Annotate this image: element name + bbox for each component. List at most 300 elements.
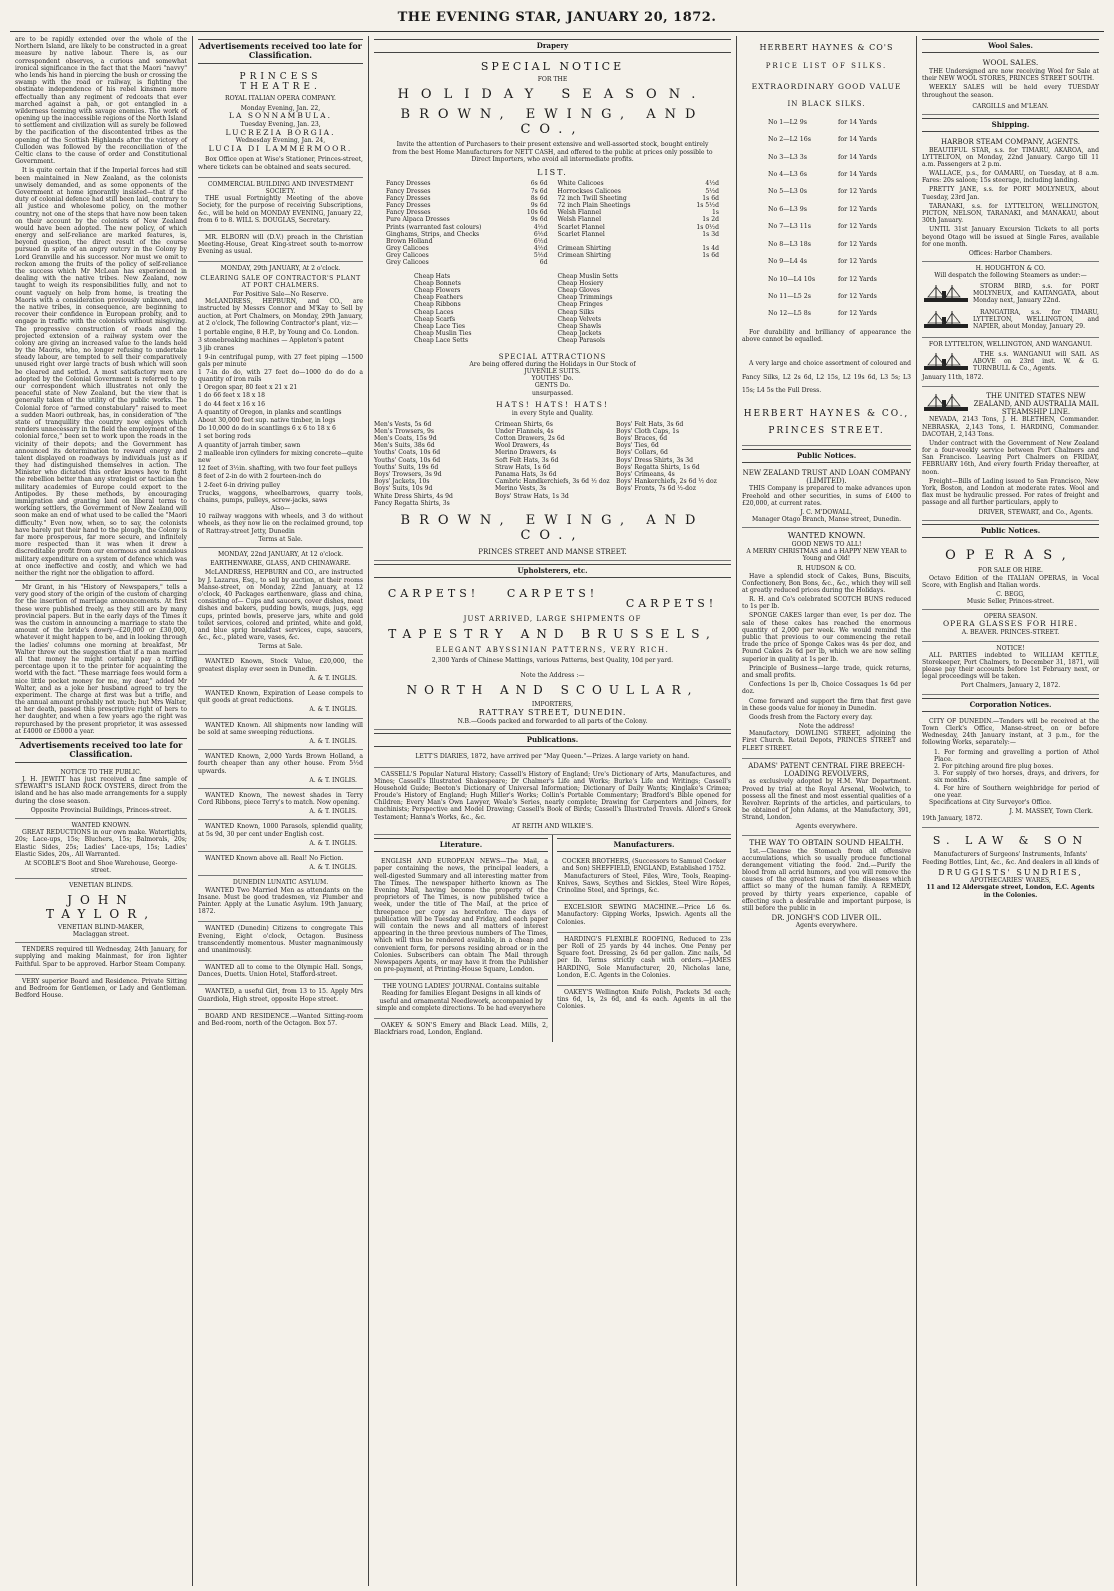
ad-body: Have a splendid stock of Cakes, Buns, Biscuits, Confectionery, Bon Bons, &c., &c., which they will sell at greatly reduced prices during the Holidays. xyxy=(742,572,911,594)
ad-line: 2,300 Yards of Chinese Mattings, various Patterns, best Quality, 10d per yard. xyxy=(431,656,674,664)
ad-signature: Manager Otago Branch, Manse street, Dunedin. xyxy=(751,516,902,524)
price-item: Fancy Dresses xyxy=(386,180,431,188)
ad-signature: J. M. MASSEY, Town Clerk. xyxy=(1009,808,1093,816)
silk-row xyxy=(742,218,911,235)
clothing-item: Boys' Straw Hats, 1s 3d xyxy=(495,492,569,500)
ad-title: HARBOR STEAM COMPANY, AGENTS. xyxy=(941,138,1080,147)
juvenile-line: YOUTHS' Do. xyxy=(531,375,574,383)
perf-line: Wednesday Evening, Jan. 24, xyxy=(235,137,326,145)
ad-body: TARANAKI, s.s. for LYTTELTON, WELLINGTON, PICTON, NELSON, TARANAKI, and MANAKAU, about 30th January. xyxy=(922,202,1099,225)
ad-address: PRINCES STREET. xyxy=(768,426,885,437)
ad-citizens xyxy=(198,922,363,961)
article-paragraph: Mr Grant, in his "History of Newspapers," tells a very good story of the origin of the custom of charging for the insertion of marriage announcements. At first these were published freely, as they still are by many provincial papers. But in the early days of the Times it was the custom in announcing a marriage to state the amount of the bride's dowry—£20,000 or £30,000, whatever it might happen to be, and in looking through the ladies' columns one morning at breakfast, Mr Walter threw out the suggestion that if a man married all that money he might certainly pay a trifling percentage upon it to the printer for acquainting the world with the fact. "These marriage fees would form a nice little pocket money for me, my dear," added Mr Walter, and as a joke her husband agreed to try the experiment. The charge at first was but a trifle, and the annual amount probably not much; but Mrs Walter, at her death, passed this prescriptive right of hers to her daughter, and when a few years ago the right was repurchased by the present proprietor, it was assessed at £4000 or £5000 a year. xyxy=(15,580,187,735)
price-item: Welsh Flannel xyxy=(557,209,602,217)
clothing-item: Boys' Braces, 6d xyxy=(616,435,668,443)
price-row xyxy=(386,180,548,187)
price-item: Welsh Flannel xyxy=(557,216,602,224)
ad-title: NOTICE! xyxy=(996,644,1025,652)
ad-body: WANTED Known, Expiration of Lease compels to quit goods at great reductions. xyxy=(198,690,363,705)
cheap-list-left xyxy=(414,273,548,345)
cheap-item: Cheap Parasols xyxy=(557,337,606,345)
ad-wool xyxy=(922,56,1099,115)
ad-date: MONDAY, 22nd JANUARY, At 12 o'clock. xyxy=(217,551,344,558)
ad-date: Port Chalmers, January 2, 1872. xyxy=(960,682,1061,690)
cheap-item: Cheap Shawls xyxy=(557,322,602,330)
ad-body: NEVADA, 2143 Tons, J. H. BLETHEN, Commander. NEBRASKA, 2,143 Tons, I. HARDING, Commander. DACOTAH, 2,143 Tons. xyxy=(922,416,1099,438)
ad-address: At SCOBLE'S Boot and Shoe Warehouse, George-street. xyxy=(24,859,178,875)
ad-body: WANTED Known, The newest shades in Terry Cord Ribbons, piece Terry's to match. Now opening. xyxy=(198,791,363,807)
ad-title: COMMERCIAL BUILDING AND INVESTMENT SOCIETY. xyxy=(207,180,354,195)
ad-carpets xyxy=(374,581,731,730)
price-item xyxy=(558,259,560,266)
price-row xyxy=(386,188,548,195)
sale-item: 1 9-in centrifugal pump, with 27 feet piping —1500 gals per minute xyxy=(198,353,363,368)
sale-item: Also— xyxy=(270,505,291,513)
clothing-item: Boys' Collars, 6d xyxy=(616,449,668,457)
works-item: 4. For hire of Southern weighbridge for period of one year. xyxy=(934,784,1099,799)
ad-health xyxy=(742,836,911,934)
ad-address: Opposite Provincial Buildings, Princes-street. xyxy=(30,806,172,814)
ad-mail xyxy=(374,855,548,980)
price-value: 10s 6d xyxy=(526,209,548,217)
ad-title: THE WAY TO OBTAIN SOUND HEALTH. xyxy=(749,837,904,847)
ad-firm: BROWN, EWING, AND CO., xyxy=(400,512,705,544)
ad-note: Note the Address :— xyxy=(520,671,585,679)
silk-length: for 14 Yards xyxy=(838,171,877,179)
ad-body: VERY superior Board and Residence. Private Sitting and Bedroom for Gentlemen, or Lady and Gentleman. Bedford House. xyxy=(15,977,187,1000)
ad-body: Freight—Bills of Lading issued to San Francisco, New York, Boston, and London at moderate rates. Wool and flax must be hydraulic pressed. For rates of freight and passage and all further particulars, apply to xyxy=(922,477,1099,507)
price-row xyxy=(558,224,720,231)
ad-body: R. H. and Co's celebrated SCOTCH BUNS reduced to 1s per lb. xyxy=(742,596,911,611)
clothing-list-b xyxy=(495,421,610,507)
clothing-item: Youths' Suits, 19s 6d xyxy=(374,463,439,471)
ad-trust xyxy=(742,466,911,528)
ad-harding xyxy=(557,933,731,986)
offering: Are being offered during the Holidays in Our Stock of xyxy=(469,360,636,368)
price-row xyxy=(386,259,548,266)
ad-body: WANTED Known, 2,000 Yards Brown Holland, a fourth cheaper than any other house. From 5½d upwards. xyxy=(198,753,363,775)
ad-cocker xyxy=(557,855,731,901)
ad-signature: CARGILLS and M'LEAN. xyxy=(972,102,1049,110)
silk-number: No 8—L3 18s xyxy=(768,240,812,248)
price-item: 72 inch Plain Sheetings xyxy=(557,201,631,209)
price-list xyxy=(374,180,731,266)
price-item: Grey Calicoes xyxy=(386,245,429,253)
ad-body: CITY OF DUNEDIN.—Tenders will be received at the Town Clerk's Office, Manse-street, on or before Wednesday, 24th January instant, at 3 p.m., for the following Works, separately:— xyxy=(922,717,1099,747)
section-head: Advertisements received too late for Classification. xyxy=(198,39,363,64)
clothing-item: Boys' Fronts, 7s 6d ½-doz xyxy=(616,485,696,493)
clothing-item: Panama Hats, 3s 6d xyxy=(495,471,557,479)
ad-signature: Music Seller, Princes-street. xyxy=(966,598,1055,606)
silk-number: No 12—L5 8s xyxy=(768,310,812,318)
ad-body: as exclusively adopted by H.M. War Department. Proved by trial at the Royal Arsenal, Woolwich, to possess all the finest and most essential qualities of a Revolver. Reprints of the articles, and particulars, to be obtained of John Adams, at the Manufactory, 391, Strand, London. xyxy=(742,778,911,822)
clothing-item: Under Flannels, 4s xyxy=(495,427,554,435)
ad-subtitle: GOOD NEWS TO ALL! xyxy=(791,540,862,548)
sale-item: 1 7-in do do, with 27 feet do—1000 do do do a quantity of iron rails xyxy=(198,368,363,384)
price-value: 5½d xyxy=(705,187,719,195)
column-4 xyxy=(736,36,916,1586)
carpets-word: CARPETS! xyxy=(387,587,480,601)
ad-inglis xyxy=(198,750,363,789)
ad-body: GREAT REDUCTIONS in our own make. Watertights, 20s; Lace-ups, 15s; Bluchers, 15s; Balmorals, 20s; Elastic Sides, 25s; Ladies' Lace-ups, 15s; Ladies' Elastic Sides, 20s,. All Warranted. xyxy=(15,829,187,858)
carpets-row xyxy=(374,588,731,611)
ad-title: S. LAW & SON xyxy=(932,833,1089,847)
section-head: Drapery xyxy=(374,39,731,53)
ad-inglis xyxy=(198,852,363,876)
ad-body: Manufactory, DOWLING STREET, adjoining the First Church. Retail Depots, PRINCES STREET and FLEET STREET. xyxy=(742,730,911,752)
ad-city-dunedin xyxy=(922,715,1099,828)
price-value: 4½d xyxy=(705,180,719,188)
works-item: 1. For forming and gravelling a portion of Athol Place. xyxy=(934,748,1099,763)
ad-body: Principle of Business—large trade, quick returns, and small profits. xyxy=(742,664,911,679)
steamship-icon xyxy=(922,351,970,373)
ad-tenders xyxy=(15,943,187,975)
sale-item: 3 jib cranes xyxy=(198,345,235,353)
ad-agents: Agents everywhere. xyxy=(795,922,858,930)
ad-subtitle: APOTHECARIES' WARES, xyxy=(970,877,1051,885)
price-row xyxy=(558,202,720,209)
ad-firm: BROWN, EWING, AND CO., xyxy=(400,106,705,138)
silk-length: for 14 Yards xyxy=(838,118,877,126)
ad-title: ADAMS' PATENT CENTRAL FIRE BREECH-LOADING REVOLVERS, xyxy=(748,761,905,779)
silk-row xyxy=(742,131,911,148)
silk-row xyxy=(742,114,911,131)
ad-extraordinary: EXTRAORDINARY GOOD VALUE xyxy=(751,81,902,91)
price-value: 1s 2d xyxy=(702,216,719,224)
sale-item: A quantity of jarrah timber, sawn xyxy=(198,441,301,449)
works-item: 3. For supply of two horses, drays, and drivers, for six months. xyxy=(934,770,1099,785)
ad-body: Specifications at City Surveyor's Office. xyxy=(929,798,1052,806)
silk-number: No 1—L2 9s xyxy=(768,118,808,126)
ship-ad xyxy=(922,283,1099,307)
ad-firm: HERBERT HAYNES & CO., xyxy=(743,409,910,420)
ad-body: EXCELSIOR SEWING MACHINE.—Price L6 6s. Manufactory: Gipping Works, Ipswich. Agents all the Colonies. xyxy=(557,904,731,926)
carpets-word: CARPETS! xyxy=(506,587,599,601)
silk-length: for 12 Yards xyxy=(838,293,877,300)
silk-number: No 4—L3 6s xyxy=(768,171,808,179)
column-3 xyxy=(368,36,736,1586)
ad-signature: AT REITH AND WILKIE'S. xyxy=(511,822,594,830)
cheap-item: Cheap Flowers xyxy=(414,287,461,295)
ad-body: Come forward and support the firm that first gave in these goods value for money in Dunedin. xyxy=(742,697,911,712)
clothing-item: Men's Suits, 38s 6d xyxy=(374,442,435,450)
price-row xyxy=(386,231,548,238)
price-item: Horrockses Calicoes xyxy=(557,187,621,195)
clothing-item: Men's Vests, 5s 6d xyxy=(374,420,432,428)
ad-girl xyxy=(198,985,363,1009)
cheap-item: Cheap Jackets xyxy=(557,330,602,338)
ad-body: Box Office open at Wise's Stationer, Princes-street, where tickets can be obtained and seats secured. xyxy=(198,156,363,171)
works-item: 2. For pitching around fire plug boxes. xyxy=(934,763,1054,771)
silk-length: for 12 Yards xyxy=(838,275,877,283)
price-value: 1s 6d xyxy=(702,252,719,260)
price-list-left xyxy=(386,180,548,266)
ad-board xyxy=(15,975,187,1006)
juvenile-line: JUVENILE SUITS. xyxy=(524,367,581,375)
ad-body: Goods fresh from the Factory every day. xyxy=(749,713,873,721)
silk-number: No 10—L4 10s xyxy=(768,275,816,283)
ad-body: BEAUTIFUL STAR, s.s. for TIMARU, AKAROA, and LYTTELTON, on Monday, 22nd January. Cargo till 11 a.m. Passengers at 2 p.m. xyxy=(922,146,1099,168)
sale-item: 1 set boring rods xyxy=(198,433,251,441)
ad-signature: A. & T. INGLIS. xyxy=(309,706,357,714)
cheap-item: Cheap Trimmings xyxy=(557,294,613,302)
sale-item: 8 feet of 2-in do with 2 fourteen-inch do xyxy=(198,473,322,481)
price-item: White Calicoes xyxy=(557,180,604,188)
price-item: Scarlet Flannel xyxy=(557,230,605,238)
clothing-item: Wool Drawers, 4s xyxy=(495,442,550,450)
ad-opera-glasses xyxy=(922,610,1099,641)
sale-item: 2 malleable iron cylinders for mixing concrete—quite new xyxy=(198,449,363,464)
ad-title: PRINCESS THEATRE. xyxy=(239,71,322,93)
cheap-item: Cheap Hosiery xyxy=(557,279,604,287)
literature-col xyxy=(374,835,553,1042)
ad-body: HARDING'S FLEXIBLE ROOFING, Reduced to 23s per Roll of 25 yards by 44 inches. One Penny per Square foot. Dressing, 2s 6d per gallon. Zinc nails, 5d per lb. Terms strictly cash with orders.—JAMES HARDING, Sole Manufacturer, 20, Nicholas lane, London, E.C. Agents in the Colonies. xyxy=(557,935,731,979)
silk-row xyxy=(742,288,911,305)
ad-subtitle: FOR SALE OR HIRE. xyxy=(978,567,1043,575)
silk-number: No 6—L3 9s xyxy=(768,205,808,213)
ad-excelsior xyxy=(557,901,731,933)
clothing-item: Youths' Coats, 10s 6d xyxy=(374,449,441,457)
sale-item: 3 stonebreaking machines — Appleton's patent xyxy=(198,337,344,345)
ad-body: ENGLISH AND EUROPEAN NEWS—The Mail, a paper containing the news, the principal leaders, a well-digested Summary and all interesting matter from The Times. The newspaper hitherto known as The Evening Mail, having become the property of the proprietors of The Times, is now published twice a week, under the title of The Mail, at the price of threepence per copy as heretofore. The days of publication will be Tuesday and Friday, and each paper will contain the news and all matters of interest appearing in the three previous numbers of The Times, which will thus be rendered available, in a cheap and convenient form, for persons residing abroad or in the Colonies. Subscribers can obtain The Mail through Newspapers Agents, or may have it from the Publisher on pre-payment, at Printing-House Square, London. xyxy=(374,858,548,974)
cheap-item: Cheap Lace Ties xyxy=(414,322,466,330)
clothing-item: Cotton Drawers, 2s 6d xyxy=(495,435,565,443)
ad-body: Under contract with the Government of New Zealand for a four-weekly service between Port Chalmers and San Francisco. Leaving Port Chalmers on FRIDAY, FEBRUARY 16th, And every fourth Friday thereafter, at noon. xyxy=(922,439,1099,476)
cheap-item: Cheap Laces xyxy=(414,308,454,316)
ad-title: HERBERT HAYNES & CO'S xyxy=(759,43,894,52)
ad-title: WANTED KNOWN. xyxy=(787,531,866,541)
price-item: Fancy Dresses xyxy=(386,201,431,209)
masthead: THE EVENING STAR, JANUARY 20, 1872. xyxy=(10,8,1104,32)
clothing-item: Boys' Cloth Caps, 1s xyxy=(616,427,680,435)
price-row xyxy=(558,180,720,187)
clothing-item: Youths' Coats, 10s 6d xyxy=(374,456,441,464)
ad-signature: A. & T. INGLIS. xyxy=(309,864,357,872)
ad-title: OPERAS, xyxy=(945,548,1076,564)
ad-body: THIS Company is prepared to make advances upon Freehold and other securities, in sums of £400 to £20,000, at current rates. xyxy=(742,485,911,507)
sale-item: 10 railway waggons with wheels, and 3 do without wheels, as they now lie on the reclaimed ground, top of Rattray-street Jetty, Dunedin xyxy=(198,513,363,535)
hats-line: HATS! HATS! HATS! xyxy=(496,399,609,409)
sale-item: 1 portable engine, 8 H.P., by Young and Co. London. xyxy=(198,328,359,336)
cheap-list-right xyxy=(558,273,692,345)
ad-signature: A. & T. INGLIS. xyxy=(309,776,357,784)
silk-number: No 11—L5 2s xyxy=(768,293,812,300)
ad-offices: Offices: Harbor Chambers. xyxy=(968,249,1053,257)
ad-law-son xyxy=(922,828,1099,903)
steamship-icon xyxy=(922,309,970,331)
article-paragraph: are to be rapidly extended over the whole of the Northern Island, are likely to be constructed in a great measure by native labour. There is, as our correspondent observes, a curious and somewhat ironical significance in the fact that the Maori "navvy" who lends his hand in piercing the bush or crossing the swamp with the road or railway, is fighting the obstinate independence of his rebel kinsmen more effectually than any regiment of redcoats that ever marched against a pah, or got entangled in a wilderness teeming with savage enemies. The work of opening up the inaccessible regions of the North Island to settlement and civilization will as surely be followed by the pacification of the discontented tribes as the opening of the Scottish Highlands after the victory of Culloden was followed by the reconciliation of the Celtic clans to the cause of order and Constitutional Government. xyxy=(15,36,187,166)
price-value: 1s 6d xyxy=(702,194,719,202)
ad-firm: R. HUDSON & CO. xyxy=(797,565,856,573)
cheap-item: Cheap Fringes xyxy=(557,301,603,309)
ad-adams xyxy=(742,759,911,836)
price-value: 1s 4d xyxy=(702,245,719,253)
price-value: 1s xyxy=(711,209,719,217)
ad-body: WANTED Known above all. Real! No Fiction. xyxy=(205,855,344,862)
ad-address: RATTRAY STREET, DUNEDIN. xyxy=(478,708,627,718)
ad-note: Note the address! xyxy=(798,723,855,731)
ad-body: 1st.—Cleanse the Stomach from all offensive accumulations, which so usually produce functional derangement vitiating the food. 2nd.—Purify the blood from all acrid humors, and you will remove the causes of the greatest mass of the diseases which afflict so many of the human family. A REMEDY, proved by thirty years experience, capable of effecting such a desirable and important purpose, is still before the public in xyxy=(742,847,911,912)
silk-row xyxy=(742,183,911,200)
ad-oakey xyxy=(374,1019,548,1042)
price-value: 6d xyxy=(539,259,548,267)
perf-opera: LA SONNAMBULA. xyxy=(229,111,332,121)
ad-body: SPONGE CAKES larger than ever, 1s per doz. The sale of these cakes has reached the enormous quantity of 2,000 per week. We would remind the public that previous to our commencing the retail trade the price of Sponge Cakes was 4s per doz, and Pound Cakes 2s 6d per lb, which we are now selling superior in quality at 1s per lb. xyxy=(742,612,911,663)
column-2 xyxy=(192,36,368,1586)
silk-number: No 7—L3 11s xyxy=(768,223,812,231)
clothing-item: Merino Drawers, 4s xyxy=(495,449,557,457)
ad-oysters xyxy=(15,766,187,819)
ad-body: BOARD AND RESIDENCE.—Wanted Sitting-room and Bed-room, north of the Octagon. Box 57. xyxy=(198,1012,363,1027)
perf-line: Monday Evening, Jan. 22, xyxy=(240,105,321,113)
ad-signature: A. & T. INGLIS. xyxy=(309,674,357,682)
ad-blinds xyxy=(15,879,187,943)
ad-address: 11 and 12 Aldersgate street, London, E.C. Agents in the Colonies. xyxy=(926,884,1095,899)
ad-body: WANTED Known, Stock Value, £20,000, the greatest display ever seen in Dunedin. xyxy=(198,658,363,673)
cheap-item: Cheap Feathers xyxy=(414,294,463,302)
ad-subtitle: PRICE LIST OF SILKS. xyxy=(765,62,888,71)
clothing-item: Boys' Trowsers, 3s 9d xyxy=(374,471,442,479)
clothing-item: Boys' Ties, 6d xyxy=(616,442,659,450)
ad-line: N.B.—Goods packed and forwarded to all parts of the Colony. xyxy=(457,717,648,725)
section-head: Public Notices. xyxy=(922,524,1099,538)
ad-asylum xyxy=(198,876,363,922)
ad-inglis xyxy=(198,789,363,821)
unsurpassed: unsurpassed. xyxy=(531,389,574,397)
silk-length: for 12 Yards xyxy=(838,223,877,231)
ad-body: WANTED Known. All shipments now landing will be sold at same sweeping reductions. xyxy=(198,721,363,736)
ad-body: CASSELL'S Popular Natural History; Cassell's History of England; Ure's Dictionary of Arts, Manufactures, and Mines; Cassell's Illustrated Shakespeare; Dr Chalmer's Life and Works; Burke's Life and Writings; Cassell's Household Guide; Beeton's Dictionary of Universal Information; Dictionary of Daily Wants; Kinglake's Crimea; Froude's History of England; Hugh Miller's Works; Collin's Portable Commentary; Bradford's Bible opened for Children; Every Man's Own Lawyer, Weale's Series, nearly complete; Drawing for Carpenters and Joiners, for machinists; Perspective and Model Drawing; Cassell's Book of Birds; Cassell's Illustrated Travels. Allord's Greek Testament; Hanna's Works, &c., &c. xyxy=(374,770,731,821)
price-row xyxy=(558,252,720,259)
sale-item: 1 2-feet 6-in driving pulley xyxy=(198,481,281,489)
ad-body: Octavo Edition of the ITALIAN OPERAS, in Vocal Score, with English and Italian words. xyxy=(922,574,1099,589)
ad-inglis xyxy=(198,655,363,687)
section-head: Public Notices. xyxy=(742,449,911,463)
silk-row xyxy=(742,236,911,253)
special-attractions: SPECIAL ATTRACTIONS xyxy=(498,352,607,361)
clothing-item: Cambric Handkerchiefs, 3s 6d ½ doz xyxy=(495,478,610,486)
price-item: Fancy Dresses xyxy=(386,209,431,217)
sale-item: 12 feet of 3½in. shafting, with two four feet pulleys xyxy=(198,465,358,473)
ad-tapestry: TAPESTRY AND BRUSSELS, xyxy=(388,627,717,642)
article-paragraph: It is quite certain that if the Imperial forces had still been maintained in New Zealand, as the colonists unwisely demanded, and as some opponents of the Government at home ignorantly insisted—that if the duty of colonial defence had still been laid, contrary to all justice and wholesome policy, on the mother country, not one of the steps that have now been taken on their account by the colonists of New Zealand would have been adopted. The new policy, of which energy and self-reliance are marked features, is, beyond question, the direct result of the course pursued in spite of an angry outcry in the Colony by Lord Granville and his successor. Nor must we omit to reckon among the fruits of the policy of self-reliance the success which Mr McLean has experienced in dealing with the native tribes. New Zealand, now taught to weigh its responsibilities fully, and not to count vaguely on help from home, is treating the Maoris with a consideration previously unknown, and the native tribes, in consequence, are beginning to recover their confidence in European probity, and to engage in traffic with the colonists without misgiving. The progressive construction of roads and the projected extension of a railway system over the colony are giving an increased value to the lands held by the Maoris, who, no longer refusing to undertake steady labour, are tempted to sell their comparatively unused right over large tracts of bush which will soon be cleared and settled. A most satisfactory men are adopted by the Colonial Government is referred to by our correspondent which illustrates not only the peaceful state of New Zealand, but the view that is generally taken of the utility of the public works. The Colonial force of "armed constabulary" raised to meet a sudden Maori outbreak, has, in consideration of "the state of tranquillity the country now enjoys which renders unnecessary in the field the employment of the colonial force," been set to work upon the roads in the vicinity of their depots; and the Government has announced its determination to reward energy and talent displayed on roadways by individuals just as if they had distinguished themselves in action. The Minister who dictated this order knows how to fight the rebellion better than any strategist or tactician the military academies of Europe could export to the Antipodes. By these methods, by encouraging immigration and granting land on liberal terms to working settlers, the Government of New Zealand will soon make an end of what used to be called the "Maori difficulty." Even now, when, so to say, the colonists have barely put their hand to the plough, the Colony is far more prosperous, far more secure, and infinitely more respected than it was when it drew a discreditable profit from our enormous and scandalous military expenditure on a system of defence which was at once ineffective and costly, and which we had neither the right nor the obligation to afford. xyxy=(15,167,187,577)
ad-inglis xyxy=(198,820,363,852)
price-value: 4½d xyxy=(533,245,548,253)
price-item: Prints (warranted fast colours) xyxy=(386,223,482,231)
price-value: 5½d xyxy=(533,252,548,260)
ad-body: McLANDRESS, HEPBURN, and CO., are instructed by Messrs Connor and M'Kay to Sell by auction, at Port Chalmers, on Monday, 29th January, at 2 o'clock, The following Contractor's plant, viz:— xyxy=(198,298,363,327)
price-row xyxy=(386,252,548,259)
clothing-item: Boys' Crimeans, 4s xyxy=(616,471,675,479)
columns xyxy=(10,36,1104,1586)
ad-title: NEW ZEALAND TRUST AND LOAN COMPANY (LIMITED). xyxy=(742,468,911,486)
ad-title: NOTICE TO THE PUBLIC. xyxy=(60,768,142,776)
section-head: Manufacturers. xyxy=(557,838,731,852)
price-row xyxy=(386,209,548,216)
ad-product: DR. JONGH'S COD LIVER OIL. xyxy=(771,914,882,923)
ad-body: For durability and brilliancy of appearance the above cannot be equalled. xyxy=(742,328,911,344)
ad-body: Invite the attention of Purchasers to their present extensive and well-assorted stock, bought entirely from the best Home Manufacturers for NETT CASH, and offered to the public at prices only possible to Direct Importers, who avoid all intermediate profits. xyxy=(392,141,713,163)
ad-body: OAKEY'S Wellington Knife Polish, Packets 3d each; tins 6d, 1s, 2s 6d, and 4s each. Agents in all the Colonies. xyxy=(557,988,731,1011)
silk-length: for 12 Yards xyxy=(838,240,877,248)
manufacturers-col xyxy=(553,835,731,1042)
list-head: LIST. xyxy=(537,167,568,177)
clothing-item: Men's Coats, 15s 9d xyxy=(374,435,437,443)
price-row xyxy=(558,231,720,238)
ad-title: OPERA SEASON. xyxy=(983,613,1038,621)
price-value: 6½d xyxy=(533,230,548,238)
silk-row xyxy=(742,166,911,183)
ad-title: FOR LYTTELTON, WELLINGTON, AND WANGANUI. xyxy=(928,340,1093,348)
price-value: 6s 6d xyxy=(530,180,548,188)
price-item: Brown Holland xyxy=(386,237,433,245)
ad-harbor-steam xyxy=(922,135,1099,262)
ad-body: WEEKLY SALES will be held every TUESDAY throughout the season. xyxy=(922,84,1099,99)
ad-body: WANTED, a useful Girl, from 13 to 15. Apply Mrs Guardiola, High street, opposite Hope street. xyxy=(198,988,363,1003)
clothing-list xyxy=(374,421,731,507)
price-item: Crimean Shirting xyxy=(557,245,612,253)
silk-number: No 9—L4 4s xyxy=(768,258,808,266)
ad-signature: A. & T. INGLIS. xyxy=(309,839,357,847)
price-row xyxy=(386,224,548,231)
ad-inglis xyxy=(198,687,363,719)
ad-title: THE UNITED STATES NEW ZEALAND, AND AUSTRALIA MAIL STEAMSHIP LINE. xyxy=(973,391,1099,417)
ad-date: January 11th, 1872. xyxy=(922,374,984,382)
price-item: Pure Alpaca Dresses xyxy=(386,216,450,224)
clothing-item: Straw Hats, 1s 6d xyxy=(495,463,551,471)
column-1 xyxy=(10,36,192,1586)
ad-title: H. HOUGHTON & CO. xyxy=(975,265,1046,273)
price-item: Ginghams, Strips, and Checks xyxy=(386,230,480,238)
clothing-item: Boys' Dress Shirts, 3s 3d xyxy=(616,456,694,464)
ad-title: COCKER BROTHERS, (Successors to Samuel Cocker and Son) SHEFFIELD, ENGLAND, Established 1752. xyxy=(562,858,726,873)
price-value: 1s 3d xyxy=(702,230,719,238)
ad-body: Manufacturers of Steel, Files, Wire, Tools, Reaping-Knives, Saws, Scythes and Sickles, Steel Wire Ropes, Crinoline Steel, and Springs, &c. xyxy=(557,872,731,895)
column-5 xyxy=(916,36,1104,1586)
clothing-item: Boys' Regatta Shirts, 1s 6d xyxy=(616,463,700,471)
ad-signature: A. & T. INGLIS. xyxy=(309,737,357,745)
ad-title: WOOL SALES. xyxy=(982,58,1039,68)
ad-title: VENETIAN BLINDS. xyxy=(69,882,133,890)
ad-body: THE usual Fortnightly Meeting of the above Society, for the purpose of receiving Subscriptions, &c., will be held on MONDAY EVENING, January 22, from 6 to 8. WILL S. DOUGLAS, Secretary. xyxy=(198,195,363,224)
silk-length: for 12 Yards xyxy=(838,188,877,196)
ad-body: OAKEY & SON'S Emery and Black Lead. Mills, 2, Blackfriars road, London, England. xyxy=(374,1022,548,1037)
ad-body: WANTED (Dunedin) Citizens to congregate This Evening, Eight o'clock, Octagon. Business transcendently momentous. Muster magnanimously and unanimously. xyxy=(198,925,363,954)
ad-for-the: FOR THE xyxy=(537,76,568,84)
price-row xyxy=(386,202,548,209)
ad-cassell xyxy=(374,768,731,836)
ad-signature: J. C. M'DOWALL, xyxy=(800,508,853,516)
silk-row xyxy=(742,149,911,166)
ad-kettle xyxy=(922,642,1099,695)
ad-body: TENDERS required till Wednesday, 24th January, for supplying and making Mainmast, for iron lighter Faithful. Spar to be approved. Harbor Steam Company. xyxy=(15,946,187,968)
silk-length: for 14 Yards xyxy=(838,136,877,144)
sale-item: Trucks, waggons, wheelbarrows, quarry tools, chains, pumps, pulleys, screw-jacks, saws xyxy=(198,489,363,504)
ad-agents: Agents everywhere. xyxy=(795,823,858,831)
sale-item: About 30,000 feet sup. native timber, in logs xyxy=(198,417,336,424)
price-item xyxy=(558,238,560,245)
cheap-item: Cheap Velvets xyxy=(557,315,602,323)
ad-body: THE s.s. WANGANUI will SAIL AS ABOVE on 23rd inst. W. & G. TURNBULL & Co., Agents. xyxy=(973,350,1099,373)
price-row xyxy=(558,188,720,195)
ad-body: UNTIL 31st January Excursion Tickets to all ports beyond Otago will be issued at Single Fares, available for one month. xyxy=(922,226,1099,248)
silk-row xyxy=(742,271,911,288)
ad-date: 19th January, 1872. xyxy=(922,815,983,823)
clothing-item: Boys' Suits, 10s 9d xyxy=(374,485,433,493)
ad-line: JUST ARRIVED, LARGE SHIPMENTS OF xyxy=(463,615,642,624)
clothing-item: White Dress Shirts, 4s 9d xyxy=(374,492,453,500)
section-head: Wool Sales. xyxy=(922,39,1099,53)
